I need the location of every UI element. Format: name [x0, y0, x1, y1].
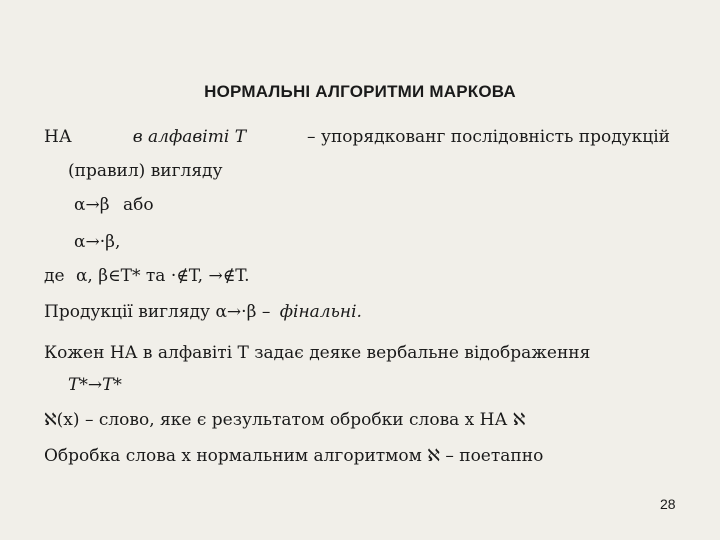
where-prefix: де — [44, 266, 65, 286]
where-line — [44, 266, 250, 286]
definition-line-2: (правил) вигляду — [68, 161, 223, 181]
verbal-line-2: T*→T* — [68, 375, 122, 395]
aleph-x: ℵ(x) — [44, 410, 80, 430]
definition-alphabet: в алфавіті T — [132, 127, 247, 147]
rule-2-formula: α→·β, — [74, 232, 121, 252]
final-line — [44, 302, 362, 322]
aleph-text: – слово, яке є результатом обробки слова x НА ℵ — [84, 410, 526, 430]
definition-line-1 — [44, 127, 670, 147]
definition-rest: – упорядкованг послідовність продукцій — [307, 127, 670, 147]
processing-line: Обробка слова x нормальним алгоритмом ℵ – поетапно — [44, 446, 544, 466]
verbal-line-1: Кожен НА в алфавіті T задає деяке вербальне відображення — [44, 343, 591, 363]
where-formula: α, β∈T* та ·∉T, →∉T. — [75, 266, 250, 286]
final-word: фінальні. — [279, 302, 362, 322]
rule-1-or: або — [122, 195, 154, 215]
definition-ha: НА — [44, 127, 72, 147]
final-text: Продукції вигляду α→·β – — [44, 302, 271, 322]
rule-1-formula: α→β — [74, 195, 110, 215]
slide-title: НОРМАЛЬНІ АЛГОРИТМИ МАРКОВА — [204, 82, 516, 101]
aleph-line — [44, 410, 525, 430]
page-number: 28 — [660, 496, 676, 512]
rule-1 — [74, 195, 154, 215]
